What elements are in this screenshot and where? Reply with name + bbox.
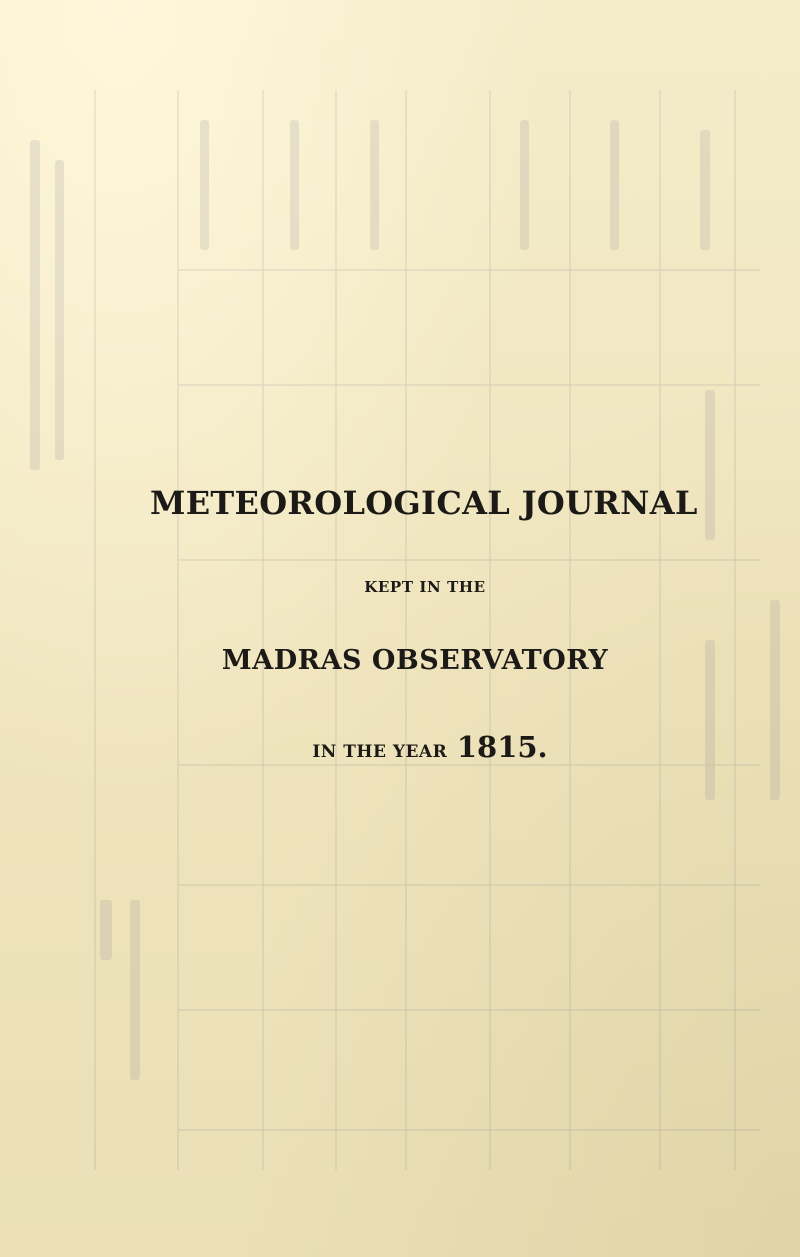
bleed-text-smudge (520, 120, 529, 250)
year-line (280, 730, 580, 764)
bleed-text-smudge (770, 600, 780, 800)
year-prefix: IN THE YEAR (312, 742, 448, 762)
journal-title: METEOROLOGICAL JOURNAL (150, 484, 698, 522)
bleed-text-smudge (290, 120, 299, 250)
year-number: 1815. (456, 730, 548, 764)
bleed-text-smudge (700, 130, 710, 250)
bleed-text-smudge (705, 390, 715, 540)
bleed-text-smudge (100, 900, 112, 960)
bleed-text-smudge (200, 120, 209, 250)
bleed-text-smudge (30, 140, 40, 470)
bleed-text-smudge (610, 120, 619, 250)
bleed-text-smudge (55, 160, 64, 460)
bleed-text-smudge (370, 120, 379, 250)
bleed-text-smudge (130, 900, 140, 1080)
kept-in-line: KEPT IN THE (364, 578, 486, 596)
bleed-text-smudge (705, 640, 715, 800)
observatory-name: MADRAS OBSERVATORY (221, 645, 609, 676)
